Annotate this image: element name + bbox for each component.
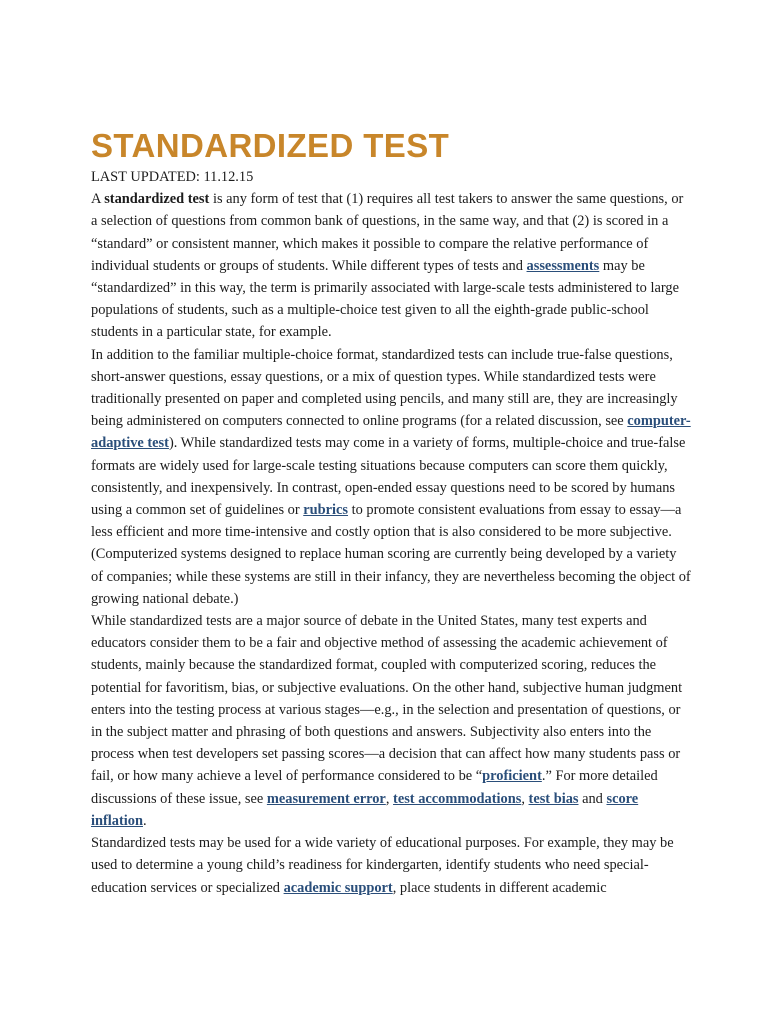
text-run: ). While standardized tests may come in a variety of forms, multiple-choice and true-false formats are widely used for large-scale testing situations because computers can score them quickly, consistently, and inexpensively. In contrast, open-ended essay questions need to be scored by humans using a common set of guidelines or — [91, 435, 686, 519]
link-score-inflation[interactable]: score inflation — [91, 790, 639, 829]
paragraph-2 — [91, 344, 691, 610]
text-run: , — [521, 790, 529, 807]
text-run: A — [91, 191, 105, 208]
link-test-accommodations[interactable]: test accommodations — [393, 790, 522, 807]
text-run: .” For more detailed discussions of these issue, see — [91, 768, 658, 807]
text-run: may be “standardized” in this way, the term is primarily associated with large-scale tests administered to large populations of students, such as a multiple-choice test given to all the eighth-grade public-school students in a particular state, for example. — [91, 257, 679, 341]
page-title: STANDARDIZED TEST — [91, 127, 450, 164]
document-page — [91, 126, 691, 899]
text-run: , place students in different academic — [392, 879, 607, 896]
link-rubrics[interactable]: rubrics — [303, 502, 349, 519]
link-computer-adaptive-test[interactable]: computer-adaptive test — [91, 413, 691, 452]
link-academic-support[interactable]: academic support — [283, 879, 393, 896]
text-run: is any form of test that (1) requires all test takers to answer the same questions, or a selection of questions from common bank of questions, in the same way, and that (2) is scored in a “standard” or consistent manner, which makes it possible to compare the relative performance of individual students or groups of students. While different types of tests and — [91, 191, 684, 274]
link-proficient[interactable]: proficient — [482, 768, 542, 785]
link-assessments[interactable]: assessments — [526, 257, 600, 274]
paragraph-4 — [91, 832, 691, 899]
text-run: , — [385, 790, 394, 807]
text-run: While standardized tests are a major source of debate in the United States, many test experts and educators consider them to be a fair and objective method of assessing the academic achievement of students, mainly because the standardized format, coupled with computerized scoring, reduces the potential for favoritism, bias, or subjective evaluations. On the other hand, subjective human judgment enters into the testing process at various stages—e.g., in the selection and presentation of questions, or in the subject matter and phrasing of both questions and answers. Subjectivity also enters into the process when test developers set passing scores—a decision that can affect how many students pass or fail, or how many achieve a level of performance considered to be “ — [91, 613, 683, 785]
text-run: and — [578, 790, 607, 807]
text-run: In addition to the familiar multiple-choice format, standardized tests can include true-false questions, short-answer questions, essay questions, or a mix of question types. While standardized tests were traditionally presented on paper and completed using pencils, and many still are, they are increasingly being administered on computers connected to online programs (for a related discussion, see — [91, 346, 678, 430]
paragraph-1 — [91, 188, 691, 343]
bold-term: standardized test — [104, 191, 210, 208]
last-updated: LAST UPDATED: 11.12.15 — [91, 169, 254, 185]
text-run: Standardized tests may be used for a wide variety of educational purposes. For example, they may be used to determine a young child’s readiness for kindergarten, identify students who need special-education services or specialized — [91, 835, 674, 896]
text-run: . — [142, 812, 147, 829]
link-test-bias[interactable]: test bias — [528, 790, 579, 807]
paragraph-3 — [91, 610, 691, 832]
text-run: to promote consistent evaluations from essay to essay—a less efficient and more time-intensive and costly option that is also considered to be more subjective. (Computerized systems designed to replace human scoring are currently being developed by a variety of companies; while these systems are still in their infancy, they are nevertheless becoming the object of growing national debate.) — [91, 502, 691, 607]
link-measurement-error[interactable]: measurement error — [266, 790, 386, 807]
